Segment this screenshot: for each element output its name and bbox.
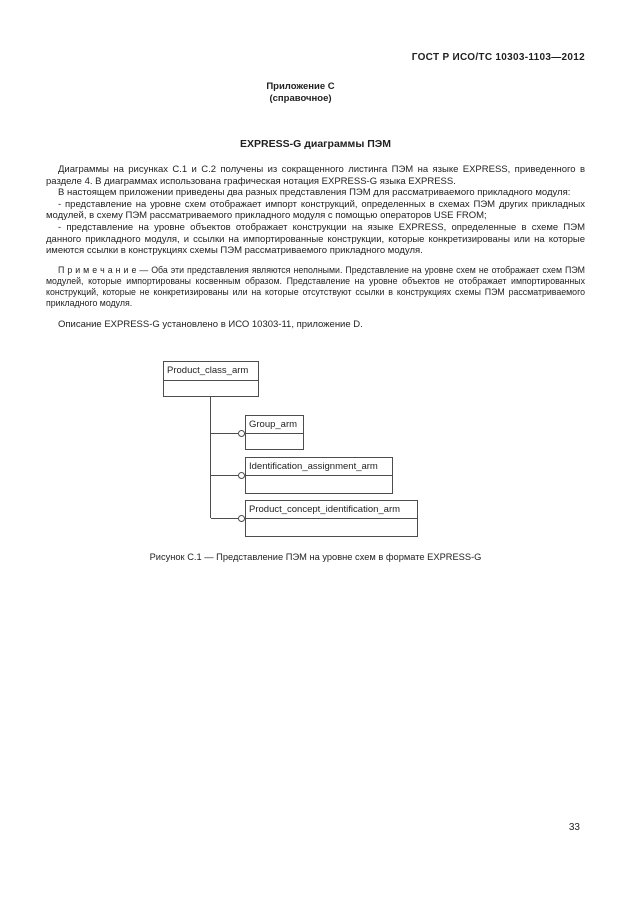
- section-title: EXPRESS-G диаграммы ПЭМ: [240, 138, 391, 150]
- paragraph-list-item-entity-level: - представление на уровне объектов отображает конструкции на языке EXPRESS, определенные в схеме ПЭМ данного прикладного модуля, и ссылки на импортированные конструкции, которые конкретизированы или на которые имеются ссылки в конструкциях схемы ПЭМ рассматриваемого прикладного модуля.: [46, 221, 585, 257]
- annex-title: Приложение С: [266, 81, 335, 92]
- connector-circle-icon: [238, 430, 245, 437]
- diagram-box-label: Group_arm: [246, 416, 303, 434]
- connector-line: [211, 518, 238, 519]
- connector-circle-icon: [238, 515, 245, 522]
- diagram-box-label: Product_concept_identification_arm: [246, 501, 417, 519]
- connector-line: [211, 475, 238, 476]
- connector-line: [211, 433, 238, 434]
- paragraph-closing: Описание EXPRESS-G установлено в ИСО 10303-11, приложение D.: [58, 318, 363, 330]
- diagram-box-label: Identification_assignment_arm: [246, 458, 392, 476]
- diagram-box-product-concept-identification-arm: [245, 500, 418, 537]
- diagram-box-product-class-arm: [163, 361, 259, 397]
- connector-circle-icon: [238, 472, 245, 479]
- paragraph-representations: В настоящем приложении приведены два разных представления ПЭМ для рассматриваемого прикладного модуля:: [58, 187, 571, 199]
- page-number: 33: [568, 822, 580, 833]
- diagram-box-label: Product_class_arm: [164, 362, 258, 381]
- body-text: [46, 164, 585, 330]
- paragraph-list-item-schema-level: - представление на уровне схем отображает импорт конструкций, определенных в схемах ПЭМ других прикладных модулей, в схему ПЭМ рассматриваемого прикладного модуля с помощью операторов USE FROM;: [46, 198, 585, 222]
- diagram-trunk-line: [210, 397, 211, 518]
- note-paragraph: П р и м е ч а н и е — Оба эти представления являются неполными. Представление на уровне схем не отображает схем ПЭМ модулей, которые импортированы косвенным образом. Представление на уровне объектов не отображает импортированных конструкций, которые не конкретизированы или на которые отсутствуют ссылки в конструкциях схемы ПЭМ рассматриваемого прикладного модуля.: [46, 264, 585, 309]
- paragraph-intro: Диаграммы на рисунках С.1 и С.2 получены из сокращенного листинга ПЭМ на языке EXPRESS, приведенного в разделе 4. В диаграммах использована графическая нотация EXPRESS-G языка EXPRESS.: [46, 164, 585, 187]
- diagram-box-identification-assignment-arm: [245, 457, 393, 494]
- annex-subtitle: (справочное): [269, 93, 332, 104]
- document-header: ГОСТ Р ИСО/ТС 10303-1103—2012: [411, 52, 585, 63]
- figure-caption: Рисунок С.1 — Представление ПЭМ на уровне схем в формате EXPRESS-G: [149, 552, 482, 562]
- express-g-diagram: [0, 361, 630, 539]
- diagram-box-group-arm: [245, 415, 304, 450]
